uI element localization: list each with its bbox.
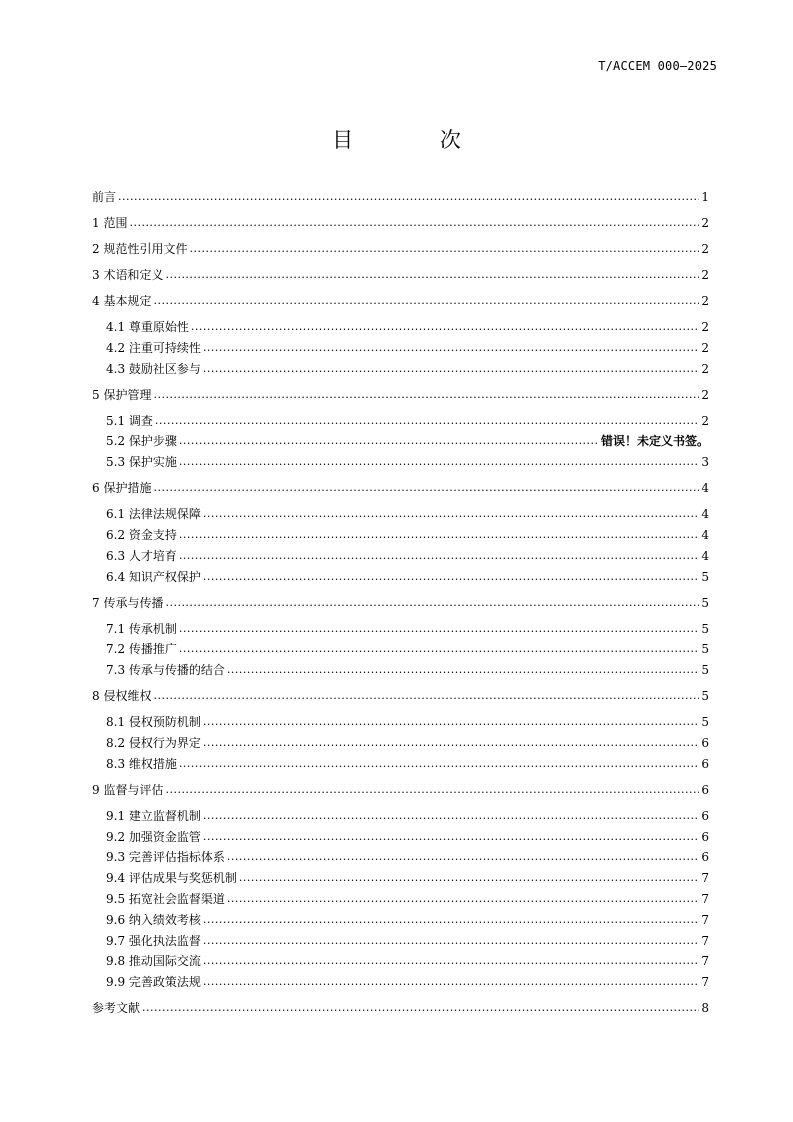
toc-entry-page: 2	[701, 320, 709, 334]
toc-dot-leader	[227, 847, 699, 867]
toc-entry[interactable]	[92, 780, 709, 800]
toc-entry-label: 5.2 保护步骤	[106, 431, 179, 451]
toc-entry-label: 9.4 评估成果与奖惩机制	[106, 868, 239, 888]
toc-dot-leader	[227, 889, 699, 909]
toc-entry[interactable]	[106, 338, 709, 358]
toc-entry-page: 4	[701, 528, 709, 542]
toc-entry[interactable]	[92, 385, 709, 405]
toc-entry-page: 2	[701, 387, 709, 402]
toc-entry-label: 6.1 法律法规保障	[106, 504, 203, 524]
toc-entry-label: 3 术语和定义	[92, 265, 165, 285]
toc-entry-page: 5	[701, 663, 709, 678]
toc-entry[interactable]	[106, 619, 709, 639]
toc-entry[interactable]	[106, 431, 709, 451]
toc-entry[interactable]	[106, 452, 709, 472]
toc-entry-page: 2	[701, 242, 709, 256]
toc-entry-label: 9.7 强化执法监督	[106, 931, 203, 951]
toc-entry-label: 5.1 调查	[106, 411, 155, 431]
toc-entry-label: 5 保护管理	[92, 385, 153, 405]
toc-entry[interactable]	[92, 291, 709, 311]
toc-dot-leader	[179, 546, 699, 566]
toc-dot-leader	[203, 972, 699, 992]
toc-dot-leader	[203, 931, 699, 951]
toc-entry-label: 4.2 注重可持续性	[106, 338, 203, 358]
toc-entry-label: 7.2 传播推广	[106, 639, 179, 659]
toc-entry[interactable]	[106, 525, 709, 545]
toc-entry[interactable]	[106, 972, 709, 992]
toc-dot-leader	[142, 998, 699, 1018]
toc-dot-leader	[179, 619, 699, 639]
toc-entry[interactable]	[92, 213, 709, 233]
toc-entry-page: 6	[701, 756, 709, 771]
toc-dot-leader	[227, 660, 699, 680]
toc-entry[interactable]	[92, 478, 709, 498]
toc-entry-label: 前言	[92, 187, 118, 207]
toc-entry[interactable]	[106, 733, 709, 753]
toc-dot-leader	[203, 359, 699, 379]
toc-dot-leader	[203, 951, 699, 971]
toc-entry-page: 6	[701, 782, 709, 797]
toc-entry-label: 7 传承与传播	[92, 593, 165, 613]
toc-entry[interactable]	[106, 847, 709, 867]
toc-entry-label: 7.1 传承机制	[106, 619, 179, 639]
toc-entry-page: 2	[701, 216, 709, 230]
toc-dot-leader	[153, 385, 699, 405]
toc-dot-leader	[179, 639, 699, 659]
toc-entry[interactable]	[106, 639, 709, 659]
toc-entry[interactable]	[106, 951, 709, 971]
toc-dot-leader	[118, 187, 699, 207]
toc-entry[interactable]	[92, 686, 709, 706]
toc-entry[interactable]	[92, 265, 709, 285]
toc-entry[interactable]	[106, 910, 709, 930]
toc-entry-label: 9 监督与评估	[92, 780, 165, 800]
toc-entry[interactable]	[106, 546, 709, 566]
toc-dot-leader	[165, 593, 699, 613]
toc-entry-page: 6	[701, 808, 709, 823]
toc-entry-label: 9.3 完善评估指标体系	[106, 847, 227, 867]
toc-entry[interactable]	[92, 593, 709, 613]
toc-entry-page: 7	[701, 975, 709, 990]
toc-entry-page: 7	[701, 871, 709, 886]
toc-entry-label: 8.1 侵权预防机制	[106, 712, 203, 732]
toc-dot-leader	[203, 567, 699, 587]
toc-entry-page-error: 错误！未定义书签。	[600, 434, 709, 449]
toc-entry-label: 7.3 传承与传播的结合	[106, 660, 227, 680]
toc-dot-leader	[203, 806, 699, 826]
toc-entry-page: 2	[701, 340, 709, 355]
toc-entry[interactable]	[106, 317, 709, 337]
toc-entry-label: 8 侵权维权	[92, 686, 153, 706]
toc-dot-leader	[203, 910, 699, 930]
toc-dot-leader	[179, 431, 599, 451]
toc-entry-label: 6.2 资金支持	[106, 525, 179, 545]
toc-entry-page: 5	[701, 595, 709, 610]
toc-entry-label: 4 基本规定	[92, 291, 153, 311]
toc-entry-page: 6	[701, 850, 709, 865]
toc-entry-page: 6	[701, 829, 709, 844]
toc-entry[interactable]	[92, 239, 709, 259]
toc-entry-page: 5	[701, 642, 709, 657]
toc-dot-leader	[165, 265, 699, 285]
toc-dot-leader	[239, 868, 699, 888]
toc-entry-page: 4	[701, 507, 709, 522]
toc-entry-page: 6	[701, 736, 709, 750]
toc-entry-page: 2	[701, 268, 709, 282]
toc-entry[interactable]	[92, 998, 709, 1018]
toc-entry[interactable]	[106, 411, 709, 431]
toc-dot-leader	[191, 317, 699, 337]
toc-entry[interactable]	[106, 567, 709, 587]
document-code: T/ACCEM 000—2025	[598, 59, 717, 73]
toc-entry-label: 8.2 侵权行为界定	[106, 733, 203, 753]
toc-entry[interactable]	[106, 754, 709, 774]
toc-entry[interactable]	[106, 712, 709, 732]
toc-dot-leader	[129, 213, 699, 233]
toc-entry-label: 5.3 保护实施	[106, 452, 179, 472]
toc-entry[interactable]	[106, 806, 709, 826]
toc-dot-leader	[203, 504, 699, 524]
toc-entry-page: 4	[701, 481, 709, 496]
toc-dot-leader	[153, 291, 699, 311]
toc-title: 目 次	[332, 128, 501, 152]
toc-entry-label: 9.1 建立监督机制	[106, 806, 203, 826]
toc-entry-page: 8	[701, 1001, 709, 1016]
toc-dot-leader	[203, 338, 699, 358]
toc-dot-leader	[179, 754, 699, 774]
toc-dot-leader	[203, 712, 699, 732]
toc-entry-page: 4	[701, 548, 709, 563]
toc-entry-label: 8.3 维权措施	[106, 754, 179, 774]
toc-entry[interactable]	[106, 504, 709, 524]
toc-entry[interactable]	[92, 187, 709, 207]
toc-entry-label: 4.1 尊重原始性	[106, 317, 191, 337]
toc-dot-leader	[179, 525, 699, 545]
toc-entry[interactable]	[106, 889, 709, 909]
toc-entry[interactable]	[106, 931, 709, 951]
toc-entry-label: 4.3 鼓励社区参与	[106, 359, 203, 379]
toc-entry-label: 参考文献	[92, 998, 142, 1018]
toc-entry-label: 2 规范性引用文件	[92, 239, 189, 259]
toc-entry-label: 1 范围	[92, 213, 129, 233]
toc-entry-page: 7	[701, 954, 709, 969]
toc-entry-label: 9.2 加强资金监管	[106, 827, 203, 847]
toc-dot-leader	[179, 452, 699, 472]
toc-dot-leader	[165, 780, 699, 800]
toc-entry[interactable]	[106, 359, 709, 379]
toc-entry-page: 5	[701, 689, 709, 704]
toc-entry-page: 7	[701, 912, 709, 927]
toc-dot-leader	[203, 733, 699, 753]
toc-entry-page: 5	[701, 621, 709, 636]
toc-entry-page: 5	[701, 569, 709, 584]
toc-entry[interactable]	[106, 868, 709, 888]
toc-entry-page: 3	[701, 455, 709, 470]
toc-entry[interactable]	[106, 660, 709, 680]
toc-entry-label: 6.4 知识产权保护	[106, 567, 203, 587]
toc-entry-page: 7	[701, 933, 709, 948]
toc-entry-label: 9.9 完善政策法规	[106, 972, 203, 992]
toc-entry-label: 9.8 推动国际交流	[106, 951, 203, 971]
toc-entry-page: 2	[701, 413, 709, 428]
toc-dot-leader	[155, 411, 699, 431]
toc-entry-page: 5	[701, 715, 709, 730]
toc-entry-label: 6 保护措施	[92, 478, 153, 498]
toc-entry-label: 9.5 拓宽社会监督渠道	[106, 889, 227, 909]
toc-dot-leader	[203, 827, 699, 847]
toc-dot-leader	[153, 686, 699, 706]
toc-entry-page: 2	[701, 361, 709, 376]
toc-entry-page: 2	[701, 294, 709, 308]
toc-entry-page: 1	[701, 190, 709, 204]
toc-entry[interactable]	[106, 827, 709, 847]
toc-dot-leader	[153, 478, 699, 498]
toc-entry-label: 6.3 人才培育	[106, 546, 179, 566]
toc-entry-page: 7	[701, 892, 709, 906]
toc-entry-label: 9.6 纳入绩效考核	[106, 910, 203, 930]
toc-dot-leader	[189, 239, 699, 259]
